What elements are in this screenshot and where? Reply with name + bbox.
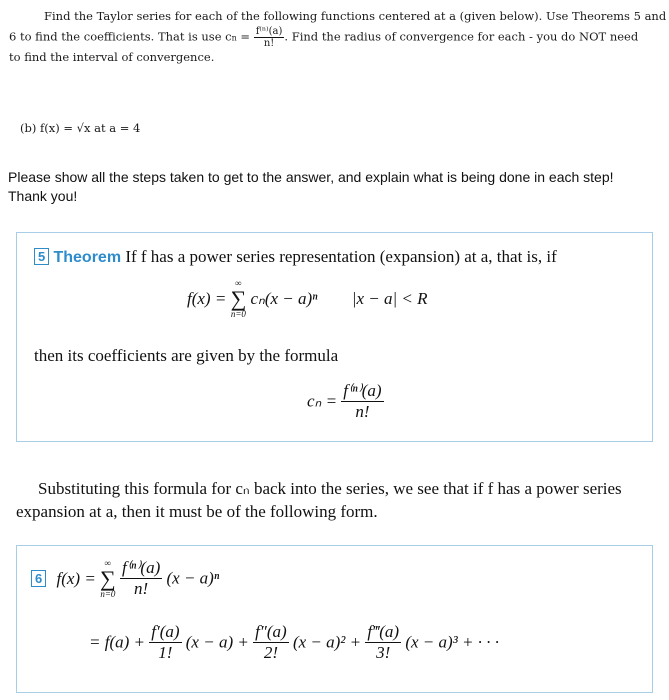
taylor-expansion: = f(a) + $\frac{f'(a)}{1!}$ (x − a) + $\frac{f''(a)}{2!}$ (x − a)² + $\frac{f‴(a)}{3!}$ (x − a)³ + · · · [89, 622, 499, 662]
request-line-1: Please show all the steps taken to get to the answer, and explain what is being done in each step! [8, 169, 614, 185]
substitution-paragraph [16, 477, 661, 523]
theorem-5-statement: If f has a power series representation (expansion) at a, that is, if [125, 247, 557, 266]
part-b: (b) f(x) = √x at a = 4 [20, 121, 141, 135]
substitution-line-2: expansion at a, then it must be of the following form. [16, 502, 378, 521]
coefficient-intro: then its coefficients are given by the formula [34, 346, 339, 365]
problem-statement [9, 8, 667, 65]
theorem-6-number: 6 [31, 570, 46, 587]
intro-coeff-fraction: $\frac{\text{f⁽ⁿ⁾(a)}}{n!}$ [255, 26, 283, 49]
request-line-2: Thank you! [8, 188, 78, 204]
coefficient-fraction: $\frac{\text{f⁽ⁿ⁾(a)}}{n!}$ [343, 381, 382, 421]
taylor-series-formula: 6 f(x) = ∞ ∑ n=0 $\frac{\text{f⁽ⁿ⁾(a)}}{n!}$ (x − a)ⁿ [31, 558, 219, 599]
term-2-fraction: $\frac{f''(a)}{2!}$ [255, 622, 287, 662]
substitution-line-1: Substituting this formula for cₙ back into the series, we see that if f has a power series [38, 479, 622, 498]
theorem-6-box [16, 545, 653, 693]
intro-line-1: Find the Taylor series for each of the following functions centered at a (given below). Use Theorems 5 and [44, 9, 667, 23]
request-text [8, 168, 663, 206]
intro-line-2: 6 to find the coefficients. That is use cn = $\frac{\text{f⁽ⁿ⁾(a)}}{n!}$ . Find the radius of convergence for each - you do NOT need [9, 26, 639, 49]
summation-symbol: ∞ ∑ n=0 [230, 278, 247, 319]
theorem-5-box [16, 232, 653, 442]
term-3-fraction: $\frac{f‴(a)}{3!}$ [367, 622, 400, 662]
coefficient-formula: cₙ = $\frac{\text{f⁽ⁿ⁾(a)}}{n!}$ [307, 381, 382, 421]
theorem-5-heading [34, 247, 557, 267]
taylor-fraction: $\frac{\text{f⁽ⁿ⁾(a)}}{n!}$ [121, 558, 161, 598]
power-series-formula: f(x) = ∞ ∑ n=0 cₙ(x − a)ⁿ |x − a| < R [187, 278, 428, 319]
taylor-summation-symbol: ∞ ∑ n=0 [100, 557, 116, 599]
intro-line-3: to find the interval of convergence. [9, 50, 215, 64]
theorem-5-label: Theorem [53, 249, 122, 266]
convergence-condition: |x − a| < R [351, 289, 428, 308]
term-1-fraction: $\frac{f'(a)}{1!}$ [151, 622, 180, 662]
theorem-5-number: 5 [34, 248, 49, 265]
